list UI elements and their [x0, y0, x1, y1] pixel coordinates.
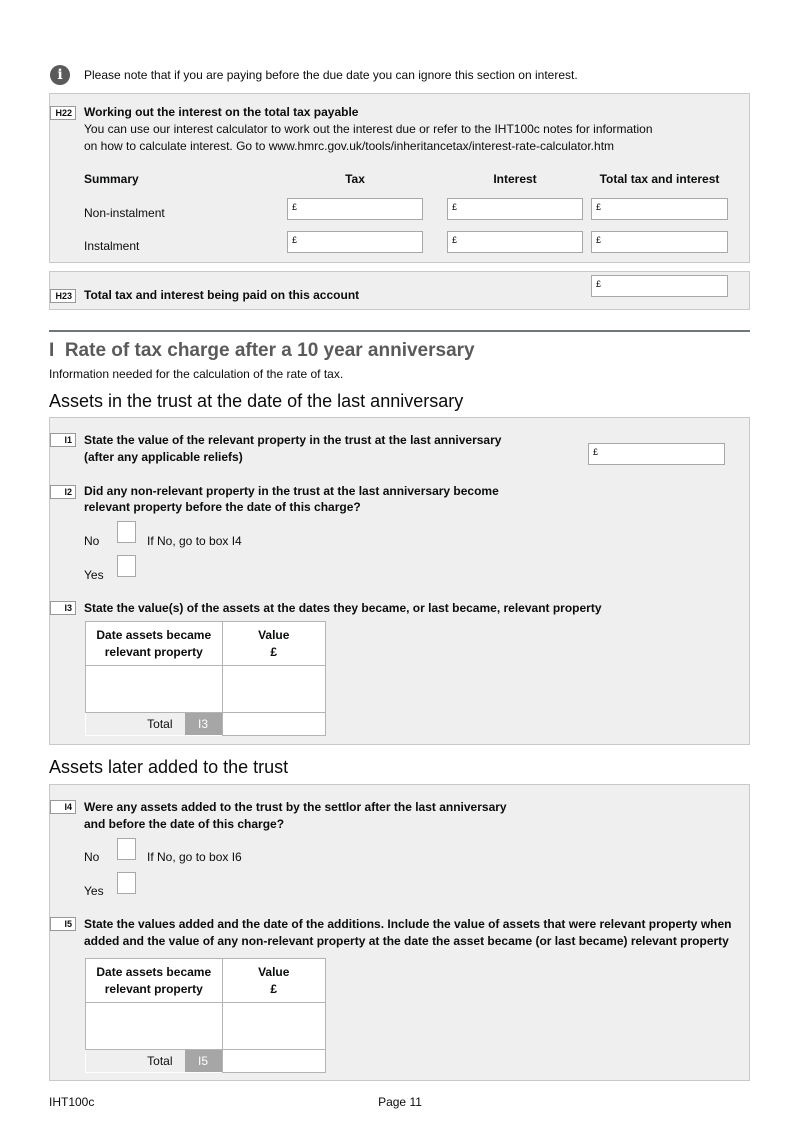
i4-yes-label: Yes	[84, 884, 104, 898]
i3-total-box: I3	[185, 713, 222, 735]
h23-tag: H23	[50, 289, 76, 303]
h22-desc-line2: on how to calculate interest. Go to www.hmrc.gov.uk/tools/inheritancetax/interest-rate-calculator.htm	[84, 139, 615, 153]
i5-total-box: I5	[185, 1050, 222, 1072]
h23-total-field[interactable]: £	[591, 275, 728, 297]
h22-tag: H22	[50, 106, 76, 120]
col-summary: Summary	[84, 172, 139, 186]
i5-col-value-header: Value £	[222, 959, 325, 1003]
h23-title: Total tax and interest being paid on this account	[84, 288, 360, 302]
i5-total-row	[86, 1050, 223, 1073]
i5-total-field[interactable]	[222, 1050, 325, 1073]
i5-assets-table	[85, 958, 326, 1073]
i3-value-cell[interactable]	[222, 666, 325, 713]
instalment-tax-field[interactable]: £	[287, 231, 423, 253]
i4-no-note: If No, go to box I6	[147, 850, 242, 864]
i4-question-line2: and before the date of this charge?	[84, 817, 285, 831]
i2-no-label: No	[84, 534, 100, 548]
i3-total-field[interactable]	[222, 713, 325, 736]
i5-question-line1: State the values added and the date of the additions. Include the value of assets that were relevant property when	[84, 917, 732, 931]
instalment-total-field[interactable]: £	[591, 231, 728, 253]
i5-col-date-header: Date assets became relevant property	[86, 959, 223, 1003]
assets-at-anniversary-heading: Assets in the trust at the date of the last anniversary	[49, 391, 464, 411]
i1-value-field[interactable]: £	[588, 443, 725, 465]
i3-col-value-header: Value £	[222, 622, 325, 666]
section-divider	[49, 330, 750, 332]
instalment-interest-field[interactable]: £	[447, 231, 583, 253]
i2-question-line2: relevant property before the date of this charge?	[84, 500, 361, 514]
i4-yes-checkbox[interactable]	[117, 872, 136, 894]
i4-tag: I4	[50, 800, 76, 814]
i1-tag: I1	[50, 433, 76, 447]
i5-total-label: Total	[147, 1054, 173, 1068]
col-interest: Interest	[493, 172, 537, 186]
i5-tag: I5	[50, 917, 76, 931]
i3-tag: I3	[50, 601, 76, 615]
non-instalment-interest-field[interactable]: £	[447, 198, 583, 220]
non-instalment-tax-field[interactable]: £	[287, 198, 423, 220]
i1-question-line2: (after any applicable reliefs)	[84, 450, 243, 464]
assets-later-added-heading: Assets later added to the trust	[49, 757, 289, 777]
i2-question-line1: Did any non-relevant property in the trust at the last anniversary become	[84, 484, 499, 498]
h22-desc-line1: You can use our interest calculator to work out the interest due or refer to the IHT100c notes for information	[84, 122, 653, 136]
i3-total-row	[86, 713, 223, 736]
interest-notice: Please note that if you are paying before the due date you can ignore this section on interest.	[84, 68, 578, 82]
footer-page-number: Page 11	[378, 1095, 422, 1109]
i3-total-label: Total	[147, 717, 173, 731]
i5-value-cell[interactable]	[222, 1003, 325, 1050]
non-instalment-total-field[interactable]: £	[591, 198, 728, 220]
row-instalment-label: Instalment	[84, 239, 140, 253]
i5-question-line2: added and the value of any non-relevant property at the date the asset became (or last became) relevant property	[84, 934, 729, 948]
i2-yes-checkbox[interactable]	[117, 555, 136, 577]
col-tax: Tax	[345, 172, 365, 186]
h22-title: Working out the interest on the total tax payable	[84, 105, 359, 119]
i5-date-cell[interactable]	[86, 1003, 223, 1050]
i2-yes-label: Yes	[84, 568, 104, 582]
i4-no-label: No	[84, 850, 100, 864]
i4-no-checkbox[interactable]	[117, 838, 136, 860]
i3-question: State the value(s) of the assets at the dates they became, or last became, relevant property	[84, 601, 602, 615]
col-total: Total tax and interest	[599, 172, 720, 186]
i3-assets-table	[85, 621, 326, 736]
i3-col-date-header: Date assets became relevant property	[86, 622, 223, 666]
i4-question-line1: Were any assets added to the trust by the settlor after the last anniversary	[84, 800, 507, 814]
i2-no-checkbox[interactable]	[117, 521, 136, 543]
i3-date-cell[interactable]	[86, 666, 223, 713]
i1-question-line1: State the value of the relevant property in the trust at the last anniversary	[84, 433, 502, 447]
i2-no-note: If No, go to box I4	[147, 534, 242, 548]
section-i-heading: I Rate of tax charge after a 10 year anniversary	[49, 340, 475, 361]
info-icon: i	[50, 65, 70, 85]
section-i-intro: Information needed for the calculation of the rate of tax.	[49, 367, 344, 381]
i2-tag: I2	[50, 485, 76, 499]
row-non-instalment-label: Non-instalment	[84, 206, 165, 220]
footer-form-id: IHT100c	[49, 1095, 95, 1109]
